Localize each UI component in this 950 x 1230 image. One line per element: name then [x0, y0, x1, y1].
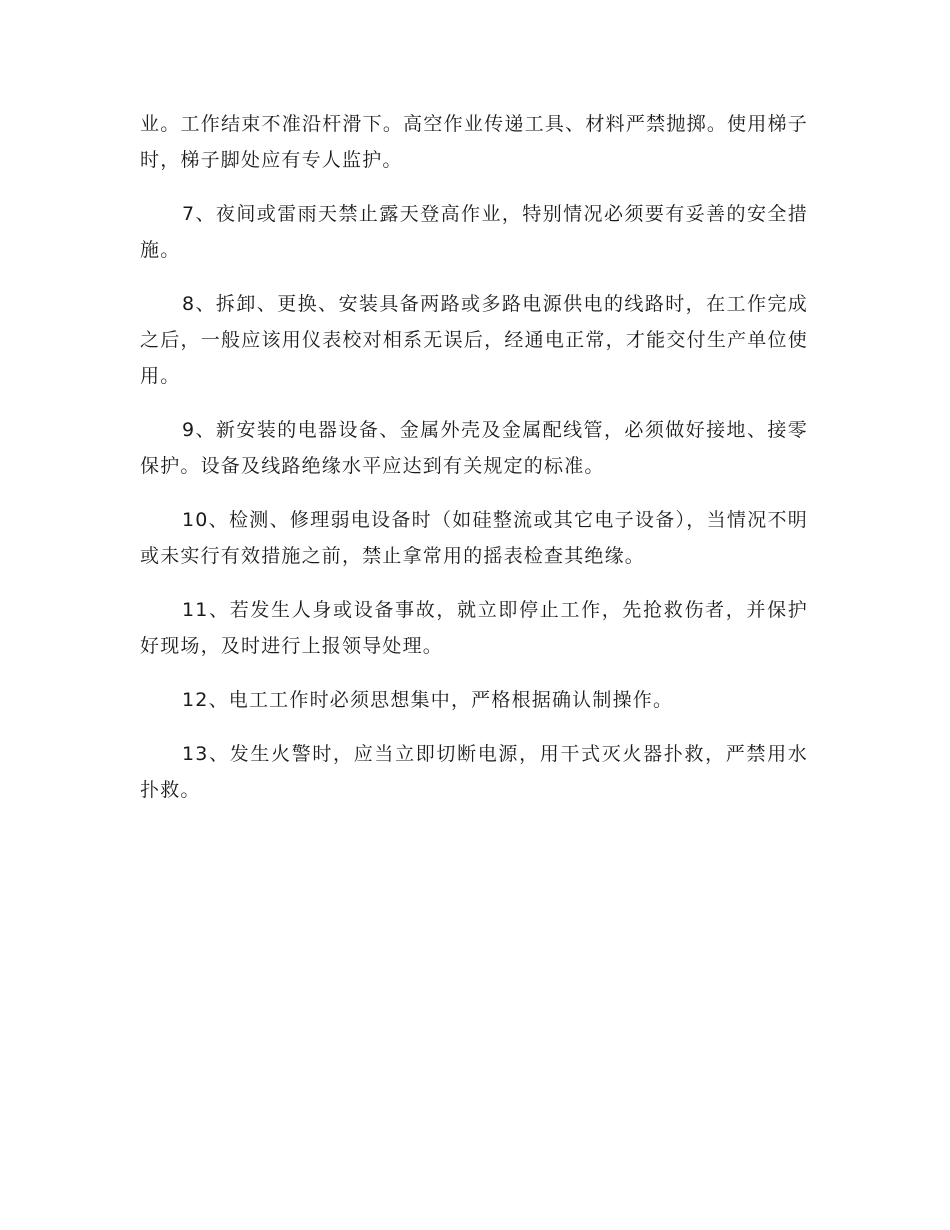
paragraph-item-7: 7、夜间或雷雨天禁止露天登高作业，特别情况必须要有妥善的安全措施。 — [140, 203, 808, 261]
paragraph-item-11: 11、若发生人身或设备事故，就立即停止工作，先抢救伤者，并保护好现场，及时进行上报领导处理。 — [140, 599, 808, 657]
paragraph-item-10: 10、检测、修理弱电设备时（如硅整流或其它电子设备），当情况不明或未实行有效措施之前，禁止拿常用的摇表检查其绝缘。 — [140, 509, 808, 567]
paragraph-item-9: 9、新安装的电器设备、金属外壳及金属配线管，必须做好接地、接零保护。设备及线路绝缘水平应达到有关规定的标准。 — [140, 419, 808, 477]
paragraph-item-8: 8、拆卸、更换、安装具备两路或多路电源供电的线路时，在工作完成之后，一般应该用仪表校对相系无误后，经通电正常，才能交付生产单位使用。 — [140, 293, 808, 387]
paragraph-item-12: 12、电工工作时必须思想集中，严格根据确认制操作。 — [182, 689, 674, 711]
paragraph-continuation: 业。工作结束不准沿杆滑下。高空作业传递工具、材料严禁抛掷。使用梯子时，梯子脚处应有专人监护。 — [140, 113, 808, 171]
paragraph-item-13: 13、发生火警时，应当立即切断电源，用干式灭火器扑救，严禁用水扑救。 — [140, 743, 808, 801]
document-body — [140, 106, 808, 826]
